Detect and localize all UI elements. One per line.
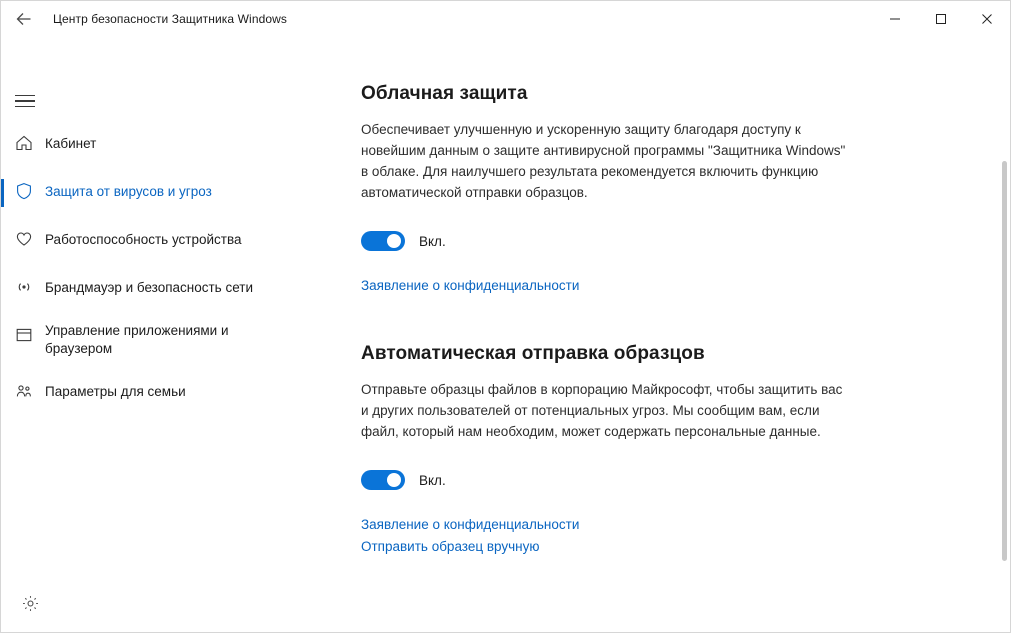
cloud-protection-toggle-row: [361, 231, 851, 251]
home-icon: [15, 134, 45, 152]
privacy-statement-link[interactable]: Заявление о конфиденциальности: [361, 278, 580, 293]
sidebar-item-virus-threat-protection[interactable]: [1, 169, 331, 217]
section-description: Отправьте образцы файлов в корпорацию Майкрософт, чтобы защитить вас и других пользователей от потенциальных угроз. Мы сообщим вам, если файл, который нам необходим, может содержать персональные данные.: [361, 382, 843, 439]
sidebar-item-device-performance-health[interactable]: [1, 217, 331, 265]
sidebar: [1, 37, 331, 632]
sidebar-item-label: Работоспособность устройства: [45, 232, 242, 247]
title-bar: [1, 1, 1010, 37]
sidebar-item-label: Управление приложениями и браузером: [45, 323, 229, 356]
sample-submission-toggle-row: [361, 470, 851, 490]
gear-icon[interactable]: [15, 588, 45, 618]
sidebar-item-label: Защита от вирусов и угроз: [45, 184, 212, 199]
window-body: [1, 37, 1010, 632]
cloud-protection-section: [361, 83, 851, 297]
sample-submission-links: [361, 514, 851, 558]
maximize-button[interactable]: [918, 1, 964, 37]
shield-icon: [15, 182, 45, 200]
scrollbar-thumb[interactable]: [1002, 161, 1007, 561]
sidebar-item-home[interactable]: [1, 121, 331, 169]
hamburger-icon[interactable]: [1, 81, 49, 121]
toggle-knob: [387, 234, 401, 248]
sidebar-item-app-browser-control[interactable]: [1, 313, 331, 369]
sidebar-item-family-options[interactable]: [1, 369, 331, 417]
heart-icon: [15, 230, 45, 248]
window-controls: [872, 1, 1010, 37]
close-button[interactable]: [964, 1, 1010, 37]
minimize-button[interactable]: [872, 1, 918, 37]
back-button[interactable]: [1, 1, 47, 37]
sidebar-item-label: Брандмауэр и безопасность сети: [45, 280, 254, 295]
sidebar-item-label: Параметры для семьи: [45, 384, 186, 399]
window-title: Центр безопасности Защитника Windows: [53, 12, 288, 26]
family-icon: [15, 382, 45, 400]
cloud-protection-toggle[interactable]: [361, 231, 405, 251]
app-window-icon: [15, 326, 45, 344]
section-title: Автоматическая отправка образцов: [361, 343, 705, 364]
wifi-icon: [15, 278, 45, 296]
toggle-state-label: Вкл.: [419, 233, 446, 249]
automatic-sample-submission-section: [361, 343, 851, 558]
submit-sample-manually-link[interactable]: Отправить образец вручную: [361, 539, 540, 554]
vertical-scrollbar[interactable]: [1002, 41, 1007, 591]
toggle-knob: [387, 473, 401, 487]
privacy-statement-link[interactable]: Заявление о конфиденциальности: [361, 517, 580, 532]
sidebar-item-label: Кабинет: [45, 136, 97, 151]
main-content: [331, 37, 1010, 632]
toggle-state-label: Вкл.: [419, 472, 446, 488]
section-description: Обеспечивает улучшенную и ускоренную защиту благодаря доступу к новейшим данным о защите антивирусной программы "Защитника Windows" в облаке. Для наилучшего результата рекомендуется включить функцию автоматической отправки образцов.: [361, 122, 846, 200]
sample-submission-toggle[interactable]: [361, 470, 405, 490]
sidebar-item-firewall-network-protection[interactable]: [1, 265, 331, 313]
section-title: Облачная защита: [361, 83, 528, 104]
cloud-protection-links: [361, 275, 851, 297]
